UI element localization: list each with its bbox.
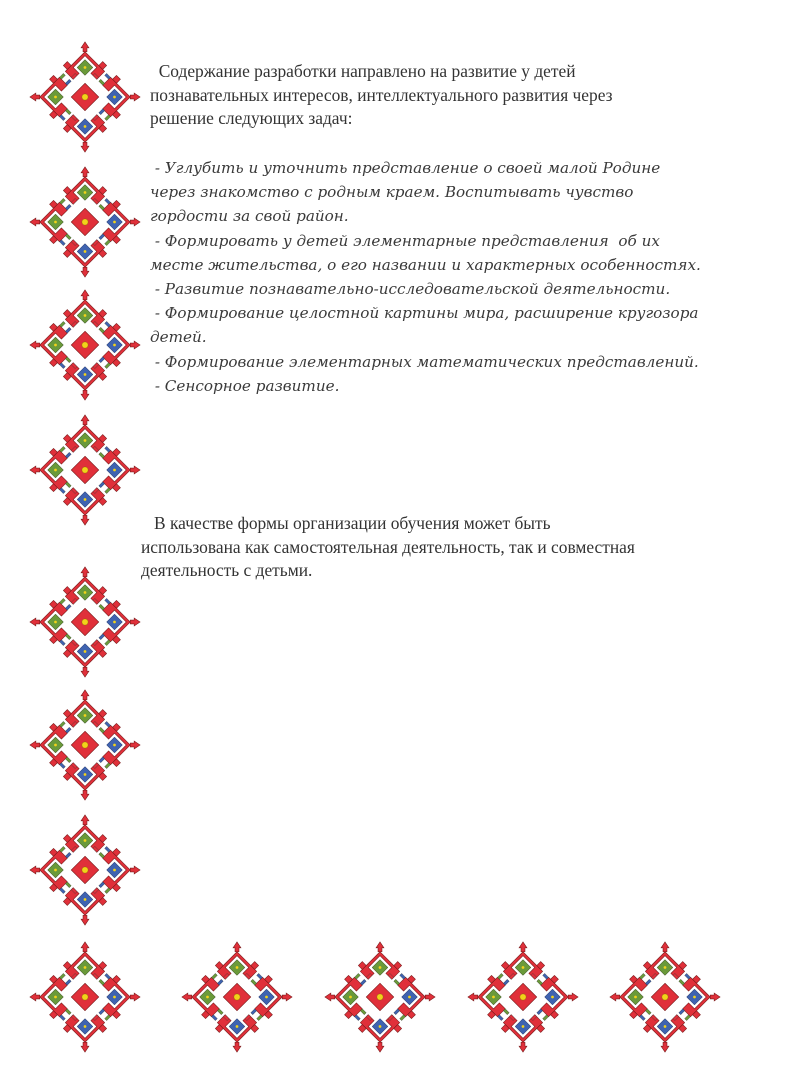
closing-paragraph: [141, 512, 635, 583]
task-line: - Сенсорное развитие.: [150, 376, 340, 395]
task-line: - Формирование элементарных математических представлений.: [150, 352, 699, 371]
folk-ornament-icon: [178, 938, 296, 1056]
intro-line: Содержание разработки направлено на развитие у детей: [150, 61, 576, 81]
closing-line: использована как самостоятельная деятельность, так и совместная: [141, 536, 635, 557]
folk-ornament-icon: [26, 411, 144, 529]
intro-paragraph: [150, 60, 613, 131]
folk-ornament-icon: [464, 938, 582, 1056]
task-line: - Формировать у детей элементарные представления об их: [150, 231, 660, 250]
task-line: - Формирование целостной картины мира, расширение кругозора: [150, 304, 699, 323]
task-line: гордости за свой район.: [150, 207, 349, 226]
folk-ornament-icon: [26, 811, 144, 929]
task-line: месте жительства, о его названии и характерных особенностях.: [150, 255, 701, 274]
intro-line: решение следующих задач:: [150, 108, 353, 128]
folk-ornament-icon: [26, 938, 144, 1056]
intro-line: познавательных интересов, интеллектуального развития через: [150, 84, 613, 105]
folk-ornament-icon: [321, 938, 439, 1056]
folk-ornament-icon: [26, 38, 144, 156]
task-line: - Развитие познавательно-исследовательской деятельности.: [150, 280, 671, 299]
task-line: через знакомство с родным краем. Воспитывать чувство: [150, 183, 634, 202]
folk-ornament-icon: [26, 686, 144, 804]
task-line: - Углубить и уточнить представление о своей малой Родине: [150, 159, 661, 177]
task-line: детей.: [150, 328, 207, 347]
closing-line: В качестве формы организации обучения может быть: [141, 513, 551, 533]
folk-ornament-icon: [606, 938, 724, 1056]
folk-ornament-icon: [26, 563, 144, 681]
closing-line: деятельность с детьми.: [141, 560, 313, 580]
folk-ornament-icon: [26, 163, 144, 281]
folk-ornament-icon: [26, 286, 144, 404]
tasks-list: [150, 156, 701, 398]
